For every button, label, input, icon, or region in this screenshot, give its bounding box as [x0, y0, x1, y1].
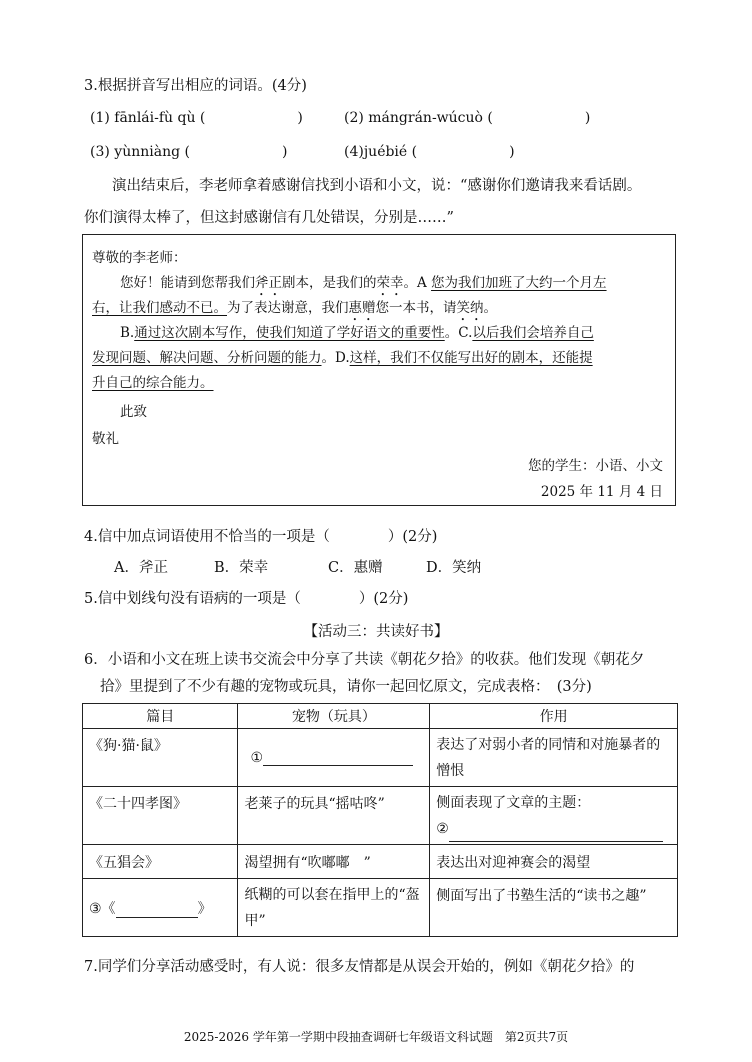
q4-option-c[interactable]: C．惠赠 — [328, 560, 383, 576]
letter-text: 为了表达谢意，我们 — [227, 300, 349, 316]
letter-text: B. — [120, 325, 135, 341]
q3-item-4-label: (4)juébié ( — [344, 144, 418, 160]
letter-text: 。D. — [321, 350, 350, 366]
q3-item-1-close: ) — [297, 110, 303, 126]
q4-option-b[interactable]: B．荣幸 — [214, 560, 269, 576]
q4-stem: 4.信中加点词语使用不恰当的一项是（ ）(2分) — [84, 529, 438, 545]
q6-table — [82, 703, 678, 937]
title-close: 》 — [197, 900, 212, 917]
table-cell-title: 《二十四孝图》 — [83, 787, 238, 845]
q3-item-4-close: ) — [509, 144, 515, 160]
dotted-word-1: 斧正 — [255, 275, 282, 291]
table-header: 作用 — [430, 704, 678, 729]
table-row — [83, 879, 678, 937]
thank-you-letter — [82, 234, 676, 506]
table-header-row — [83, 704, 678, 729]
letter-line-5 — [92, 374, 214, 392]
table-cell-pet: 老莱子的玩具“摇咕咚” — [238, 787, 430, 845]
underlined-sentence-a-cont: 右，让我们感动不已。 — [92, 300, 227, 316]
table-header: 宠物（玩具） — [238, 704, 430, 729]
q3-item-2 — [344, 110, 590, 126]
table-cell-pet — [238, 729, 430, 787]
q7-line-1: 7.同学们分享活动感受时，有人说：很多友情都是从误会开始的，例如《朝花夕拾》的 — [84, 959, 635, 975]
dotted-word-4: 笑纳 — [456, 300, 484, 316]
table-cell-title: 《五猖会》 — [83, 845, 238, 879]
q3-item-4 — [344, 144, 515, 160]
effect-text: 侧面表现了文章的主题： — [436, 794, 591, 811]
letter-closing-1: 此致 — [120, 404, 147, 420]
q3-item-1 — [90, 110, 303, 126]
letter-text: 您好！能请到您帮我们 — [120, 275, 255, 291]
q5-stem: 5.信中划线句没有语病的一项是（ ）(2分) — [84, 591, 409, 607]
table-row — [83, 729, 678, 787]
activity-3-title: 【活动三：共读好书】 — [303, 624, 449, 640]
q3-item-3 — [90, 144, 287, 160]
underlined-sentence-a: 您为我们加班了大约一个月左 — [431, 275, 607, 291]
letter-text: 剧本，是我们的 — [282, 275, 377, 291]
letter-salutation: 尊敬的李老师： — [92, 250, 187, 266]
q3-item-3-label: (3) yùnniàng ( — [90, 144, 190, 160]
dotted-word-2: 荣幸 — [376, 275, 404, 291]
effect-answer — [436, 816, 671, 842]
q4-option-d[interactable]: D．笑纳 — [426, 560, 482, 576]
q3-item-1-label: (1) fānlái-fù qù ( — [90, 110, 206, 126]
letter-signature: 您的学生：小语、小文 — [528, 458, 663, 474]
underlined-sentence-b: 通过这次剧本写作，使我们知道了学好语文的重要性 — [134, 325, 445, 341]
circled-number-1: ① — [250, 749, 264, 766]
circled-number-3: ③《 — [89, 900, 116, 917]
answer-blank-1[interactable] — [263, 750, 413, 766]
table-cell-effect: 表达出对迎神赛会的渴望 — [430, 845, 678, 879]
table-row — [83, 787, 678, 845]
table-cell-title — [83, 879, 238, 937]
letter-text: 您一本书，请 — [375, 300, 457, 316]
letter-closing-2: 敬礼 — [92, 431, 119, 447]
table-header: 篇目 — [83, 704, 238, 729]
page-footer: 2025-2026 学年第一学期中段抽查调研七年级语文科试题 第2页共7页 — [183, 1030, 569, 1044]
answer-blank-2[interactable] — [449, 826, 663, 842]
letter-text: 。C. — [444, 325, 473, 341]
table-cell-title: 《狗·猫·鼠》 — [83, 729, 238, 787]
table-cell-pet: 渴望拥有“吹嘟嘟 ” — [238, 845, 430, 879]
q3-item-2-label: (2) mángrán-wúcuò ( — [344, 110, 493, 126]
q6-line-2: 拾》里提到了不少有趣的宠物或玩具，请你一起回忆原文，完成表格： (3分) — [100, 679, 592, 695]
letter-line-3 — [120, 324, 594, 342]
letter-text: 。A — [403, 275, 432, 291]
q3-item-2-close: ) — [584, 110, 591, 126]
context-line-1: 演出结束后，李老师拿着感谢信找到小语和小文，说：“感谢你们邀请我来看话剧。 — [112, 178, 642, 194]
table-row — [83, 845, 678, 879]
q3-item-3-close: ) — [281, 144, 288, 160]
table-cell-effect: 侧面写出了书塾生活的“读书之趣” — [430, 879, 678, 937]
letter-line-2 — [92, 299, 497, 324]
context-line-2: 你们演得太棒了，但这封感谢信有几处错误，分别是……” — [84, 210, 454, 226]
q6-line-1: 6．小语和小文在班上读书交流会中分享了共读《朝花夕拾》的收获。他们发现《朝花夕 — [84, 652, 645, 668]
letter-date: 2025 年 11 月 4 日 — [540, 484, 663, 500]
underlined-sentence-d-cont: 升自己的综合能力。 — [92, 375, 214, 391]
letter-line-4 — [92, 349, 593, 367]
circled-number-2: ② — [436, 820, 449, 837]
underlined-sentence-c-cont: 发现问题、解决问题、分析问题的能力 — [92, 350, 322, 366]
table-cell-effect — [430, 787, 678, 845]
q3-stem: 3.根据拼音写出相应的词语。(4分) — [84, 78, 307, 94]
underlined-sentence-c: 以后我们会培养自己 — [472, 325, 594, 341]
q4-option-a[interactable]: A．斧正 — [114, 560, 168, 576]
answer-blank-3[interactable] — [116, 902, 198, 918]
table-cell-pet: 纸糊的可以套在指甲上的“盔甲” — [238, 879, 430, 937]
dotted-word-3: 惠赠 — [348, 300, 376, 316]
letter-line-1 — [120, 274, 607, 299]
letter-text: 。 — [483, 300, 497, 316]
table-cell-effect: 表达了对弱小者的同情和对施暴者的憎恨 — [430, 729, 678, 787]
underlined-sentence-d: 这样，我们不仅能写出好的剧本，还能提 — [349, 350, 593, 366]
